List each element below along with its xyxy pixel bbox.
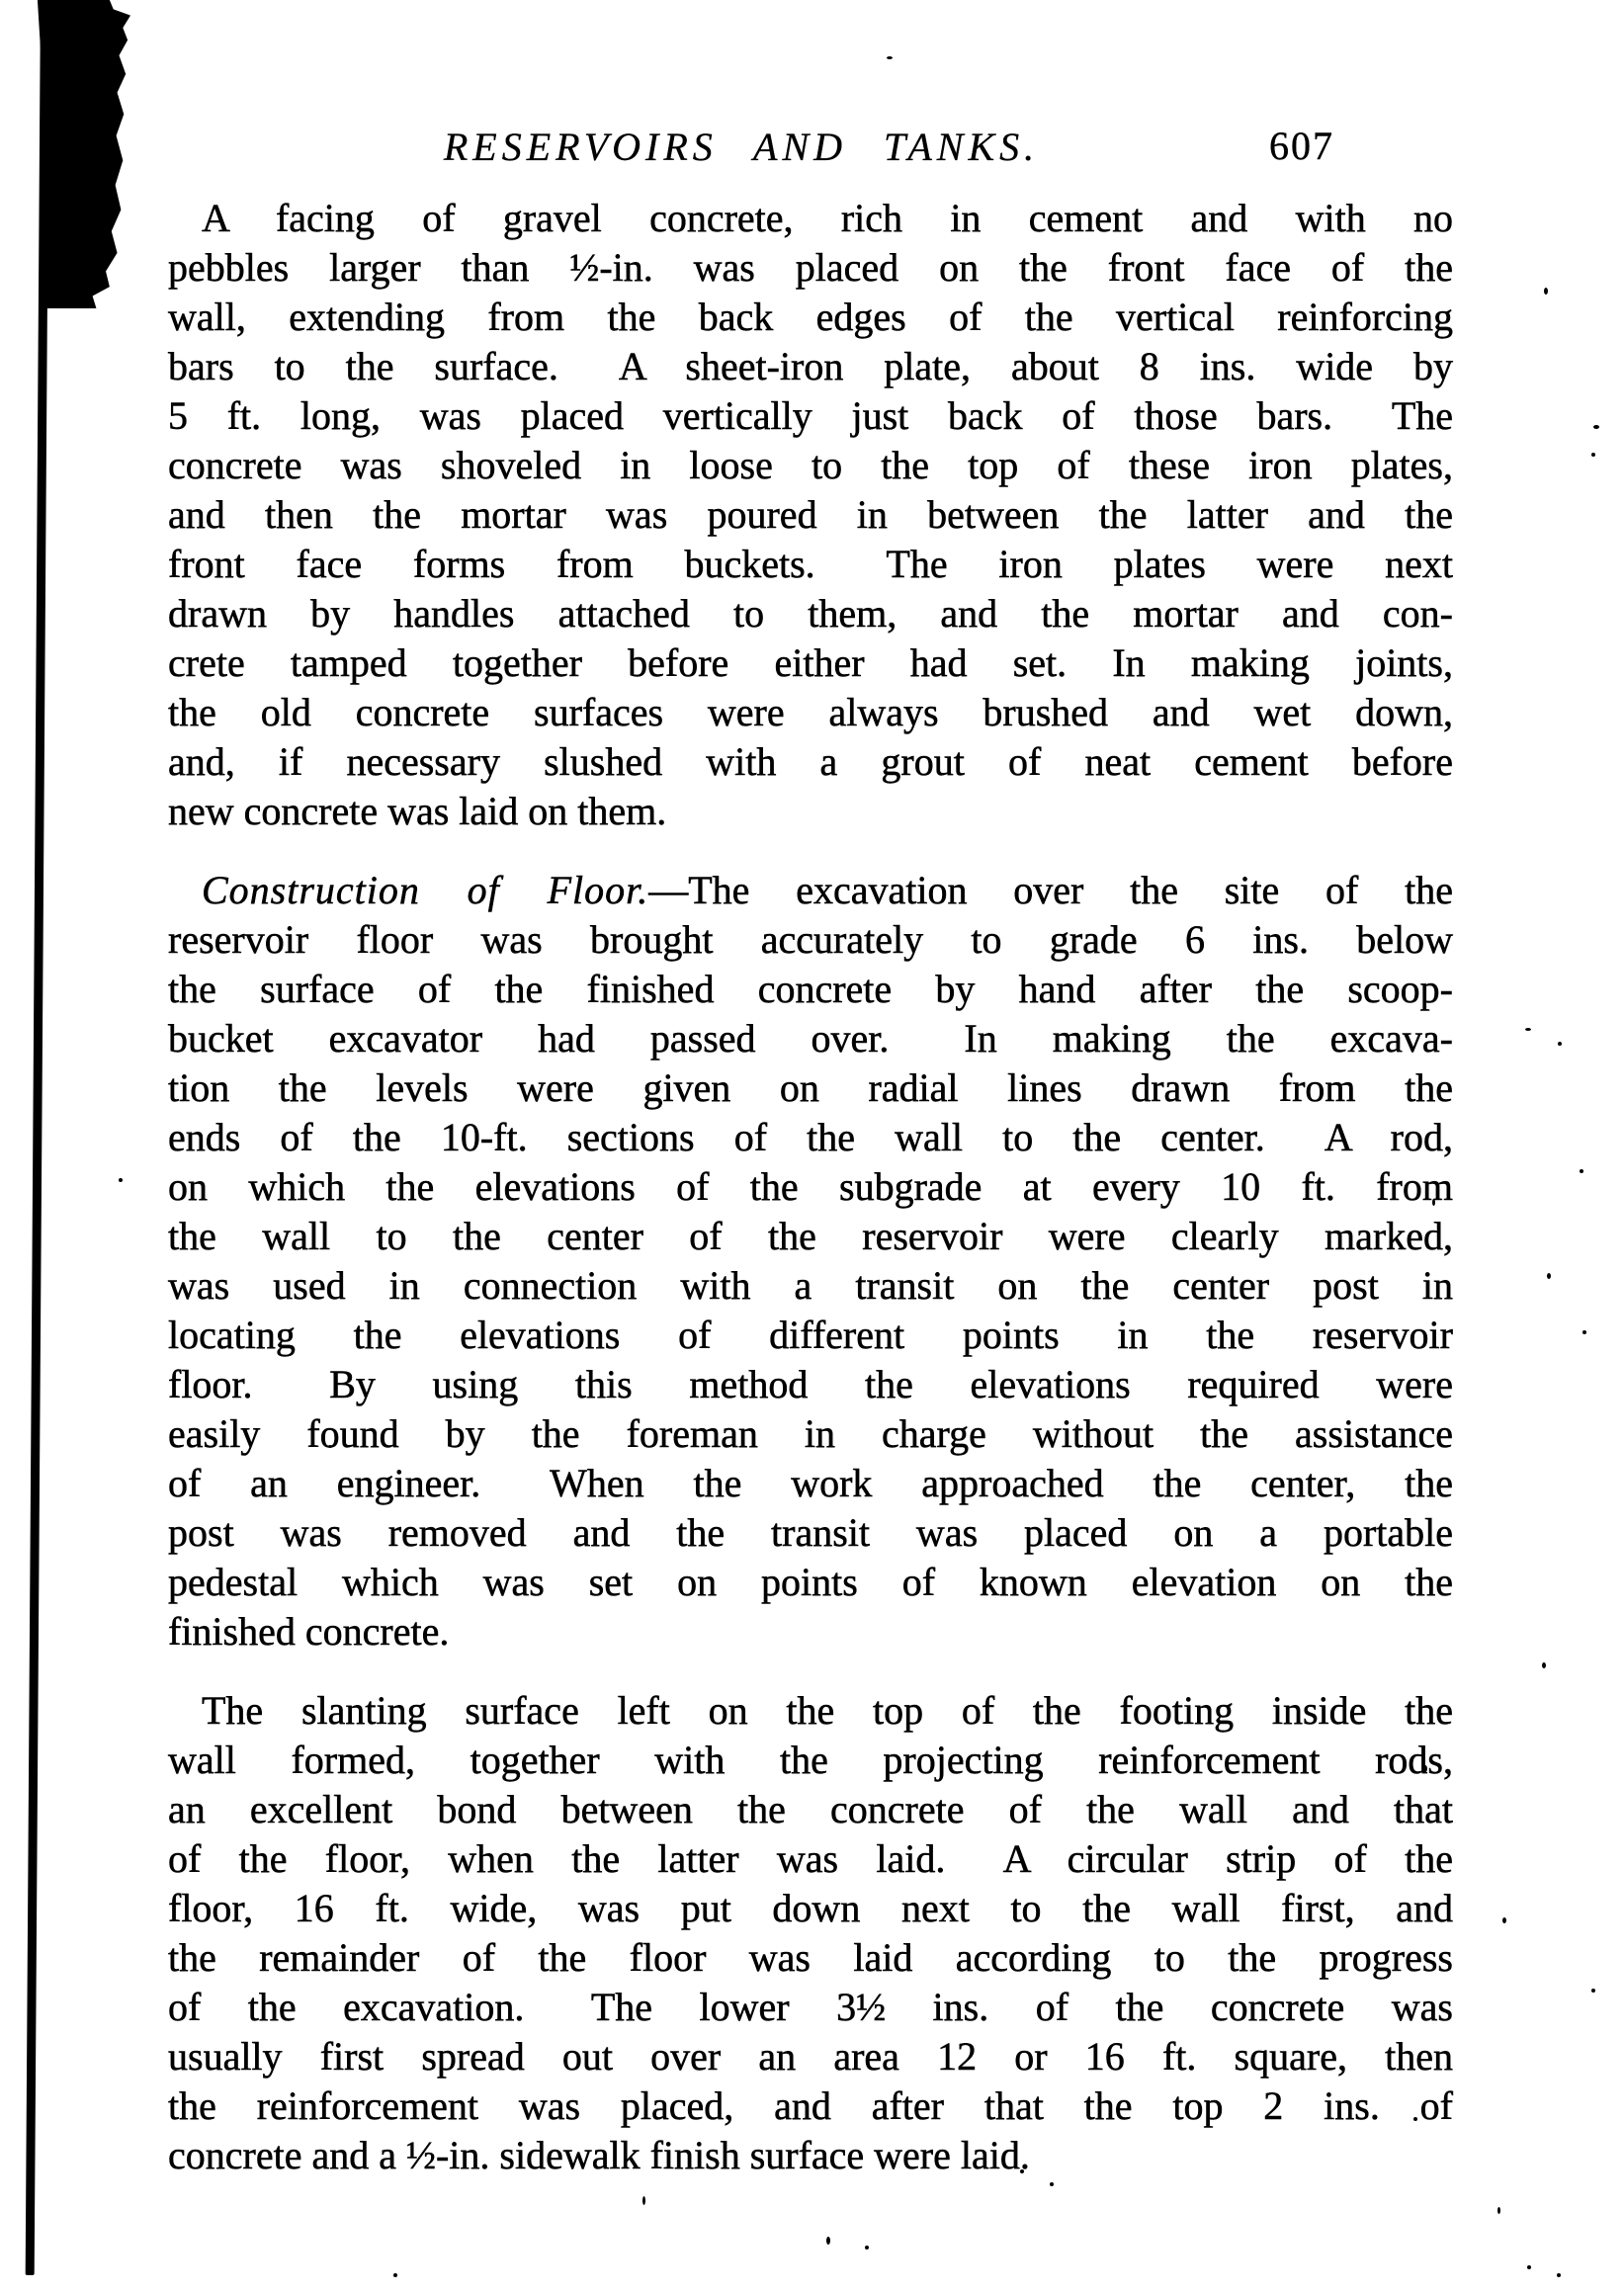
text-line: pedestal which was set on points of known elevation on the bbox=[168, 1560, 1453, 1604]
text-line: the remainder of the floor was laid according to the progress bbox=[168, 1935, 1453, 1980]
text-line: the surface of the finished concrete by hand after the scoop- bbox=[168, 967, 1453, 1011]
text-line: concrete was shoveled in loose to the top of these iron plates, bbox=[168, 443, 1453, 487]
text-line: The slanting surface left on the top of the footing inside the bbox=[202, 1688, 1453, 1733]
page-number: 607 bbox=[1269, 124, 1334, 168]
text-line: on which the elevations of the subgrade at every 10 ft. from bbox=[168, 1164, 1453, 1209]
text-line: the old concrete surfaces were always brushed and wet down, bbox=[168, 690, 1453, 734]
italic-lead: Construction of Floor. bbox=[202, 868, 649, 912]
scan-speck bbox=[887, 56, 893, 59]
scan-speck bbox=[1502, 1917, 1506, 1923]
left-edge-binding-line bbox=[26, 0, 49, 2275]
text-line: an excellent bond between the concrete of the wall and that bbox=[168, 1787, 1453, 1831]
text-line: 5 ft. long, was placed vertically just back of those bars. The bbox=[168, 393, 1453, 438]
scan-speck bbox=[1591, 453, 1595, 457]
text-line: of an engineer. When the work approached the center, the bbox=[168, 1461, 1453, 1505]
scan-speck bbox=[1591, 1989, 1595, 1993]
text-line: of the floor, when the latter was laid. A circular strip of the bbox=[168, 1836, 1453, 1881]
text-line: reservoir floor was brought accurately to grade 6 ins. below bbox=[168, 917, 1453, 962]
running-title: RESERVOIRS AND TANKS. bbox=[443, 125, 1040, 169]
text-line: the reinforcement was placed, and after that the top 2 ins. of bbox=[168, 2083, 1453, 2128]
paragraph bbox=[168, 866, 1453, 1656]
paragraph bbox=[168, 1686, 1453, 2180]
text-line: bucket excavator had passed over. In making the excava- bbox=[168, 1016, 1453, 1061]
text-line: easily found by the foreman in charge without the assistance bbox=[168, 1411, 1453, 1456]
scan-speck bbox=[1525, 1028, 1531, 1031]
text-line: concrete and a ½-in. sidewalk finish surface were laid. bbox=[168, 2133, 1030, 2177]
text-line: and, if necessary slushed with a grout of neat cement before bbox=[168, 739, 1453, 784]
scan-speck bbox=[1050, 2182, 1054, 2186]
scan-speck bbox=[865, 2246, 869, 2250]
text-line: A facing of gravel concrete, rich in cement and with no bbox=[202, 196, 1453, 240]
text-line: tion the levels were given on radial lines drawn from the bbox=[168, 1065, 1453, 1110]
text-line: floor. By using this method the elevations required were bbox=[168, 1362, 1453, 1406]
paragraph bbox=[168, 194, 1453, 836]
text-line: crete tamped together before either had set. In making joints, bbox=[168, 640, 1453, 685]
scan-speck bbox=[393, 2273, 397, 2277]
scan-speck bbox=[1547, 1273, 1551, 1279]
scan-speck bbox=[1544, 288, 1548, 295]
text-line: new concrete was laid on them. bbox=[168, 789, 667, 833]
text-line: bars to the surface. A sheet-iron plate, about 8 ins. wide by bbox=[168, 344, 1453, 388]
text-line: ends of the 10-ft. sections of the wall to the center. A rod, bbox=[168, 1115, 1453, 1159]
scan-speck bbox=[1582, 1330, 1586, 1334]
text-line: usually first spread out over an area 12 or 16 ft. square, then bbox=[168, 2034, 1453, 2079]
text-line: and then the mortar was poured in between the latter and the bbox=[168, 492, 1453, 537]
text-line: was used in connection with a transit on the center post in bbox=[168, 1263, 1453, 1308]
text-line: post was removed and the transit was placed on a portable bbox=[168, 1510, 1453, 1555]
page-body bbox=[168, 194, 1453, 2180]
text-line: wall, extending from the back edges of the vertical reinforcing bbox=[168, 295, 1453, 339]
text-line: wall formed, together with the projecting reinforcement rods, bbox=[168, 1738, 1453, 1782]
scan-speck bbox=[1593, 425, 1599, 429]
scan-speck bbox=[119, 1178, 123, 1182]
text-line: floor, 16 ft. wide, was put down next to the wall first, and bbox=[168, 1886, 1453, 1930]
scan-ink-blob-artifact bbox=[36, 0, 130, 308]
text-line: drawn by handles attached to them, and the mortar and con- bbox=[168, 591, 1453, 636]
scan-speck bbox=[1557, 2273, 1561, 2277]
text-line: locating the elevations of different points in the reservoir bbox=[168, 1313, 1453, 1357]
scan-speck bbox=[1558, 1042, 1562, 1046]
scan-speck bbox=[1527, 2265, 1531, 2269]
text-line: of the excavation. The lower 3½ ins. of the concrete was bbox=[168, 1985, 1453, 2029]
text-line: the wall to the center of the reservoir were clearly marked, bbox=[168, 1214, 1453, 1258]
text-line: pebbles larger than ½-in. was placed on the front face of the bbox=[168, 245, 1453, 290]
scan-speck bbox=[1542, 1662, 1546, 1668]
scan-speck bbox=[642, 2196, 645, 2205]
text-line: finished concrete. bbox=[168, 1609, 450, 1654]
scan-speck bbox=[1580, 1169, 1583, 1173]
scan-speck bbox=[1497, 2207, 1500, 2214]
text-line: front face forms from buckets. The iron plates were next bbox=[168, 542, 1453, 586]
scan-speck bbox=[826, 2237, 830, 2245]
text-line: Construction of Floor.—The excavation over the site of the bbox=[202, 868, 1453, 912]
